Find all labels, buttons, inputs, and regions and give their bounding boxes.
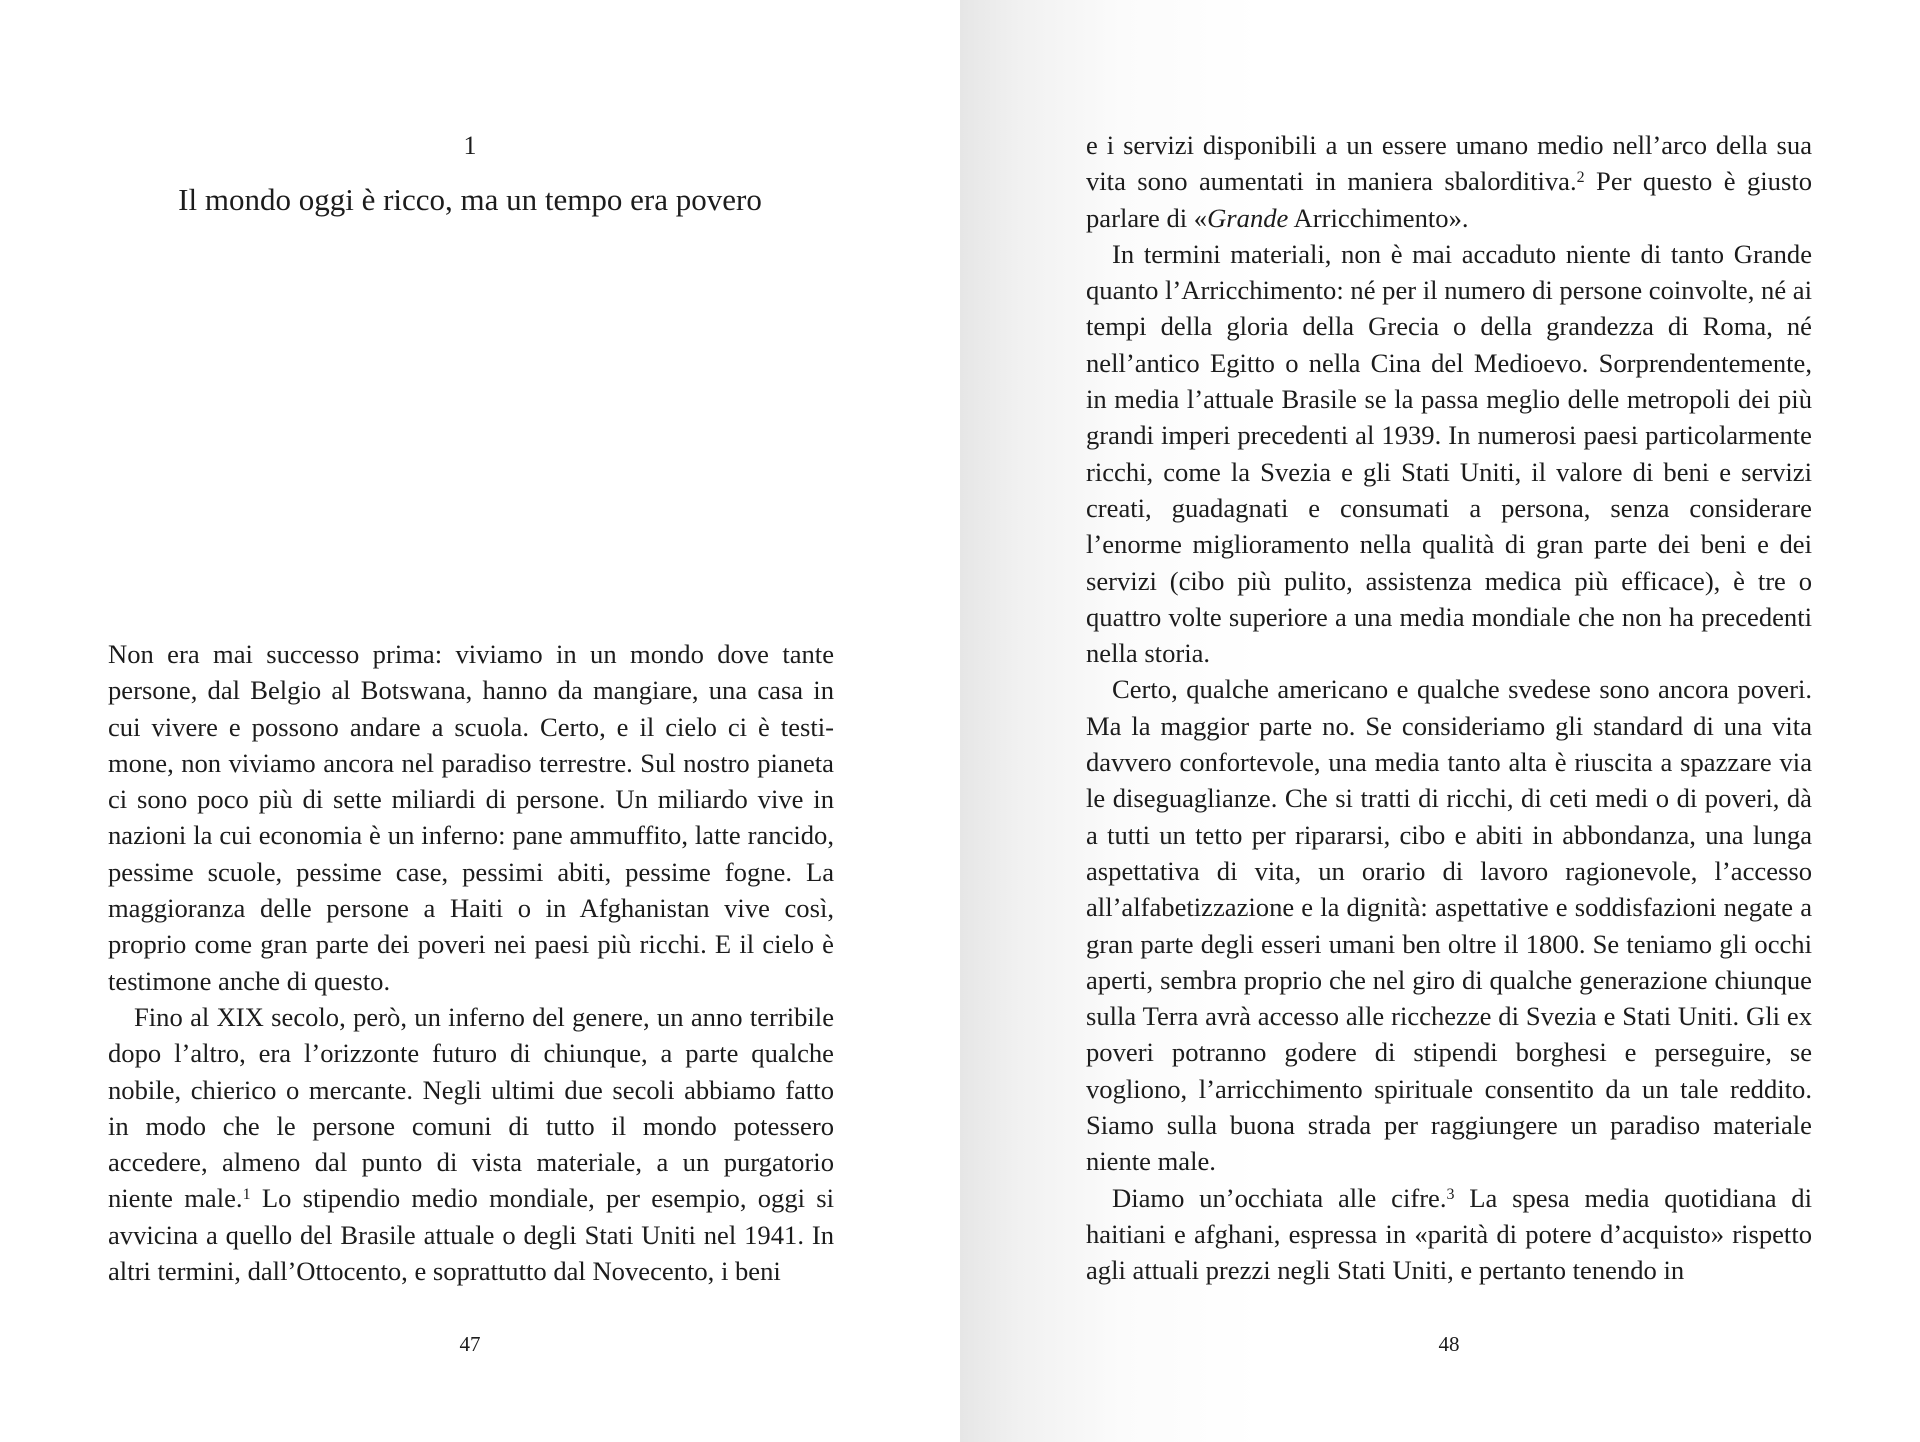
paragraph bbox=[1086, 1180, 1812, 1289]
paragraph: Certo, qualche americano e qualche svedese sono ancora poveri. Ma la maggior parte no. Se consideriamo gli standard di una vita davvero confortevole, una media tanto alta è riuscita a spazzare via le diseguaglianze. Che si tratti di ricchi, di ceti medi o di poveri, dà a tutti un tetto per ripararsi, cibo e abiti in abbondanza, una lunga aspettativa di vita, un orario di lavoro ragionevole, l’accesso all’alfabetizzazione e la dignità: aspettative e soddisfazioni negate a gran parte degli esseri umani ben oltre il 1800. Se teniamo gli occhi aperti, sembra proprio che nel giro di qualche generazione chiunque sulla Terra avrà accesso alle ricchezze di Svezia e Stati Uniti. Gli ex poveri potranno godere di stipendi borghesi e perseguire, se vogliono, l’arricchimento spirituale consentito da un tale reddito. Siamo sulla buona strada per raggiungere un paradiso materiale niente male. bbox=[1086, 674, 1812, 1177]
paragraph-text: Per questo è giusto parlare di « bbox=[1086, 166, 1813, 233]
page-number: 47 bbox=[459, 1332, 481, 1356]
paragraph-text: e i servizi disponibili a un essere umano medio nell’arco della sua vita sono aumentati in maniera sbalorditiva. bbox=[1086, 130, 1812, 197]
right-page bbox=[960, 0, 1920, 1442]
paragraph bbox=[1086, 127, 1812, 236]
chapter-title: Il mondo oggi è ricco, ma un tempo era povero bbox=[178, 182, 762, 217]
footnote-marker: 3 bbox=[1446, 1185, 1455, 1203]
paragraph bbox=[108, 999, 834, 1289]
footnote-marker: 1 bbox=[242, 1186, 251, 1204]
paragraph-text: Arricchimento». bbox=[1288, 202, 1469, 233]
chapter-number: 1 bbox=[463, 131, 477, 160]
italic-word: Grande bbox=[1207, 202, 1289, 233]
footnote-marker: 2 bbox=[1576, 169, 1585, 187]
paragraph-text: La spesa media quotidiana di haitiani e afghani, espressa in «parità di potere d’acquisto» rispetto agli attuali prezzi negli Stati Uniti, e pertanto tenendo in bbox=[1086, 1182, 1812, 1286]
paragraph-text: Fino al XIX secolo, però, un inferno del genere, un anno terribile dopo l’altro, era l’orizzonte futuro di chiunque, a parte qualche nobile, chierico o mercante. Negli ultimi due secoli abbiamo fatto in modo che le persone comuni di tutto il mondo potessero accedere, almeno dal punto di vista materiale, a un purgatorio niente male. bbox=[108, 1001, 834, 1214]
paragraph: In termini materiali, non è mai accaduto niente di tanto Grande quanto l’Arricchimento: né per il numero di persone coinvolte, né ai tempi della gloria della Grecia o della grandezza di Roma, né nell’antico Egitto o nella Cina del Medioevo. Sorprendentemente, in media l’attuale Brasile se la passa meglio delle metropoli dei più grandi imperi precedenti al 1939. In numerosi paesi particolarmente ricchi, come la Svezia e gli Stati Uniti, il valore di beni e servizi creati, guadagnati e consumati a persona, senza considerare l’enorme miglioramento nella qualità di gran parte dei beni e dei servizi (cibo più pulito, assistenza medica più efficace), è tre o quattro volte superiore a una media mondiale che non ha precedenti nella storia. bbox=[1086, 238, 1812, 669]
right-body-text bbox=[1086, 127, 1812, 1289]
left-body-text bbox=[108, 636, 834, 1289]
page-number: 48 bbox=[1438, 1332, 1460, 1356]
paragraph: Non era mai successo prima: viviamo in un mondo dove tante persone, dal Belgio al Botswana, hanno da mangiare, una casa in cui vivere e possono andare a scuola. Certo, e il cielo ci è testimone, non viviamo ancora nel paradiso terrestre. Sul nostro pianeta ci sono poco più di sette miliardi di persone. Un miliardo vive in nazioni la cui economia è un inferno: pane ammuffito, latte rancido, pessime scuole, pessime case, pessimi abiti, pessime fogne. La maggioranza delle persone a Haiti o in Afghanistan vive così, proprio come gran parte dei poveri nei paesi più ricchi. E il cielo è testimone anche di questo. bbox=[108, 639, 834, 996]
paragraph-text: Diamo un’occhiata alle cifre. bbox=[1112, 1182, 1447, 1213]
paragraph-text: Lo stipendio medio mondiale, per esempio, oggi si avvicina a quello del Brasile attuale o degli Stati Uniti nel 1941. In altri termini, dall’Ottocento, e soprattutto dal Novecento, i beni bbox=[108, 1183, 834, 1287]
